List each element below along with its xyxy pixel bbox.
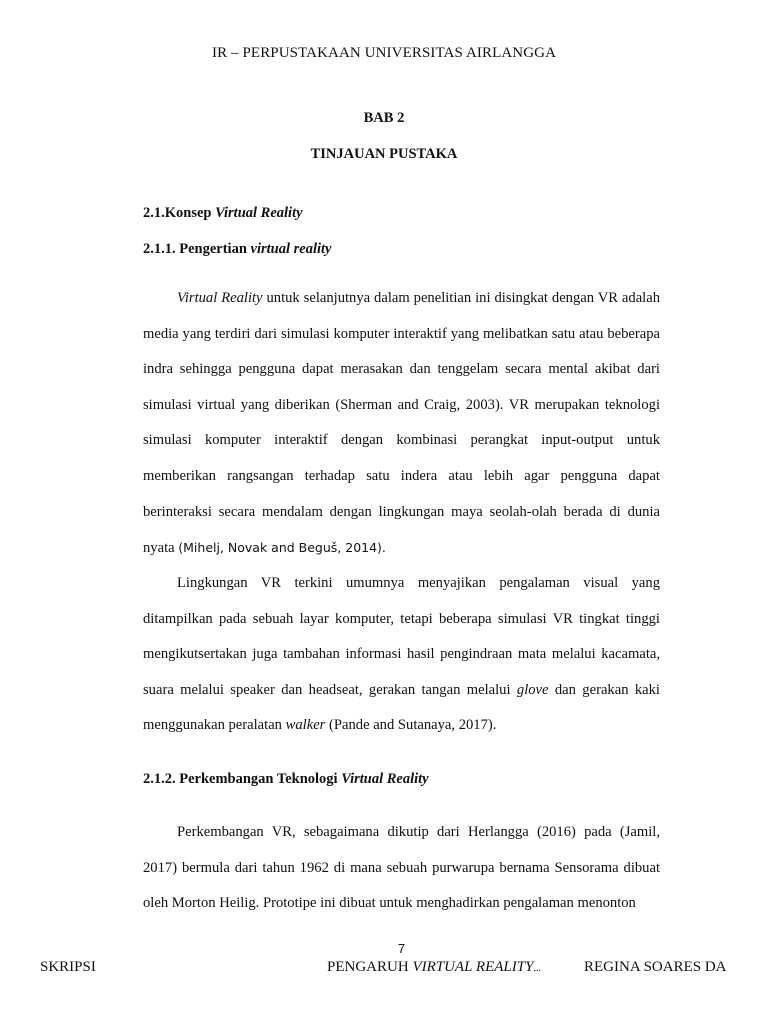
footer-left: SKRIPSI <box>40 959 96 975</box>
section-heading-label: 2.1.2. Perkembangan Teknologi <box>143 771 342 787</box>
section-heading-2-1-1 <box>143 241 332 258</box>
section-heading-italic: Virtual Reality <box>341 771 429 787</box>
section-heading-2-1 <box>143 205 303 222</box>
paragraph-1 <box>143 281 660 567</box>
italic-term: Virtual Reality <box>177 290 263 306</box>
chapter-title: TINJAUAN PUSTAKA <box>310 146 458 162</box>
section-heading-italic: Virtual Reality <box>215 205 303 221</box>
chapter-number: BAB 2 <box>363 110 405 126</box>
paragraph-text: untuk selanjutnya dalam penelitian ini disingkat dengan VR adalah media yang terdiri dari simulasi komputer interaktif yang melibatkan satu atau beberapa indra sehingga pengguna dapat merasakan dan tenggelam secara mental akibat dari simulasi virtual yang diberikan (Sherman and Craig, 2003). VR merupakan teknologi simulasi komputer interaktif dengan kombinasi perangkat input-output untuk memberikan rangsangan terhadap satu indera atau lebih agar pengguna dapat berinteraksi secara mendalam dengan lingkungan maya seolah-olah berada di dunia nyata <box>143 290 661 557</box>
section-heading-2-1-2 <box>143 771 429 788</box>
paragraph-3: Perkembangan VR, sebagaimana dikutip dari Herlangga (2016) pada (Jamil, 2017) bermula dari tahun 1962 di mana sebuah purwarupa bernama Sensorama dibuat oleh Morton Heilig. Prototipe ini dibuat untuk menghadirkan pengalaman menonton <box>143 824 660 912</box>
paragraph-text: dan gerakan kaki menggunakan peralatan <box>143 681 660 734</box>
italic-term: glove <box>516 681 549 698</box>
section-heading-label: 2.1.1. Pengertian <box>143 241 251 257</box>
citation: (Mihelj, Novak and Beguš, 2014). <box>178 540 386 556</box>
paragraph-text: Lingkungan VR terkini umumnya menyajikan pengalaman visual yang ditampilkan pada sebuah layar komputer, tetapi beberapa simulasi VR tingkat tinggi mengikutsertakan juga tambahan informasi hasil pengindraan mata melalui kacamata, suara melalui speaker dan headseat, gerakan tangan melalui <box>143 575 660 698</box>
footer-middle-prefix: PENGARUH <box>327 959 413 975</box>
section-heading-italic: virtual reality <box>250 241 332 257</box>
italic-term: walker <box>285 717 326 734</box>
section-heading-label: 2.1.Konsep <box>143 205 216 221</box>
paragraph-text: (Pande and Sutanaya, 2017). <box>325 717 497 734</box>
footer-middle-italic: VIRTUAL REALITY <box>412 959 534 975</box>
page-number: 7 <box>397 941 406 956</box>
running-header: IR – PERPUSTAKAAN UNIVERSITAS AIRLANGGA <box>211 45 556 61</box>
footer-middle <box>327 959 541 976</box>
paragraph-2 <box>143 566 660 744</box>
footer-ellipsis: ... <box>533 963 541 974</box>
footer-right: REGINA SOARES DA <box>584 959 727 975</box>
